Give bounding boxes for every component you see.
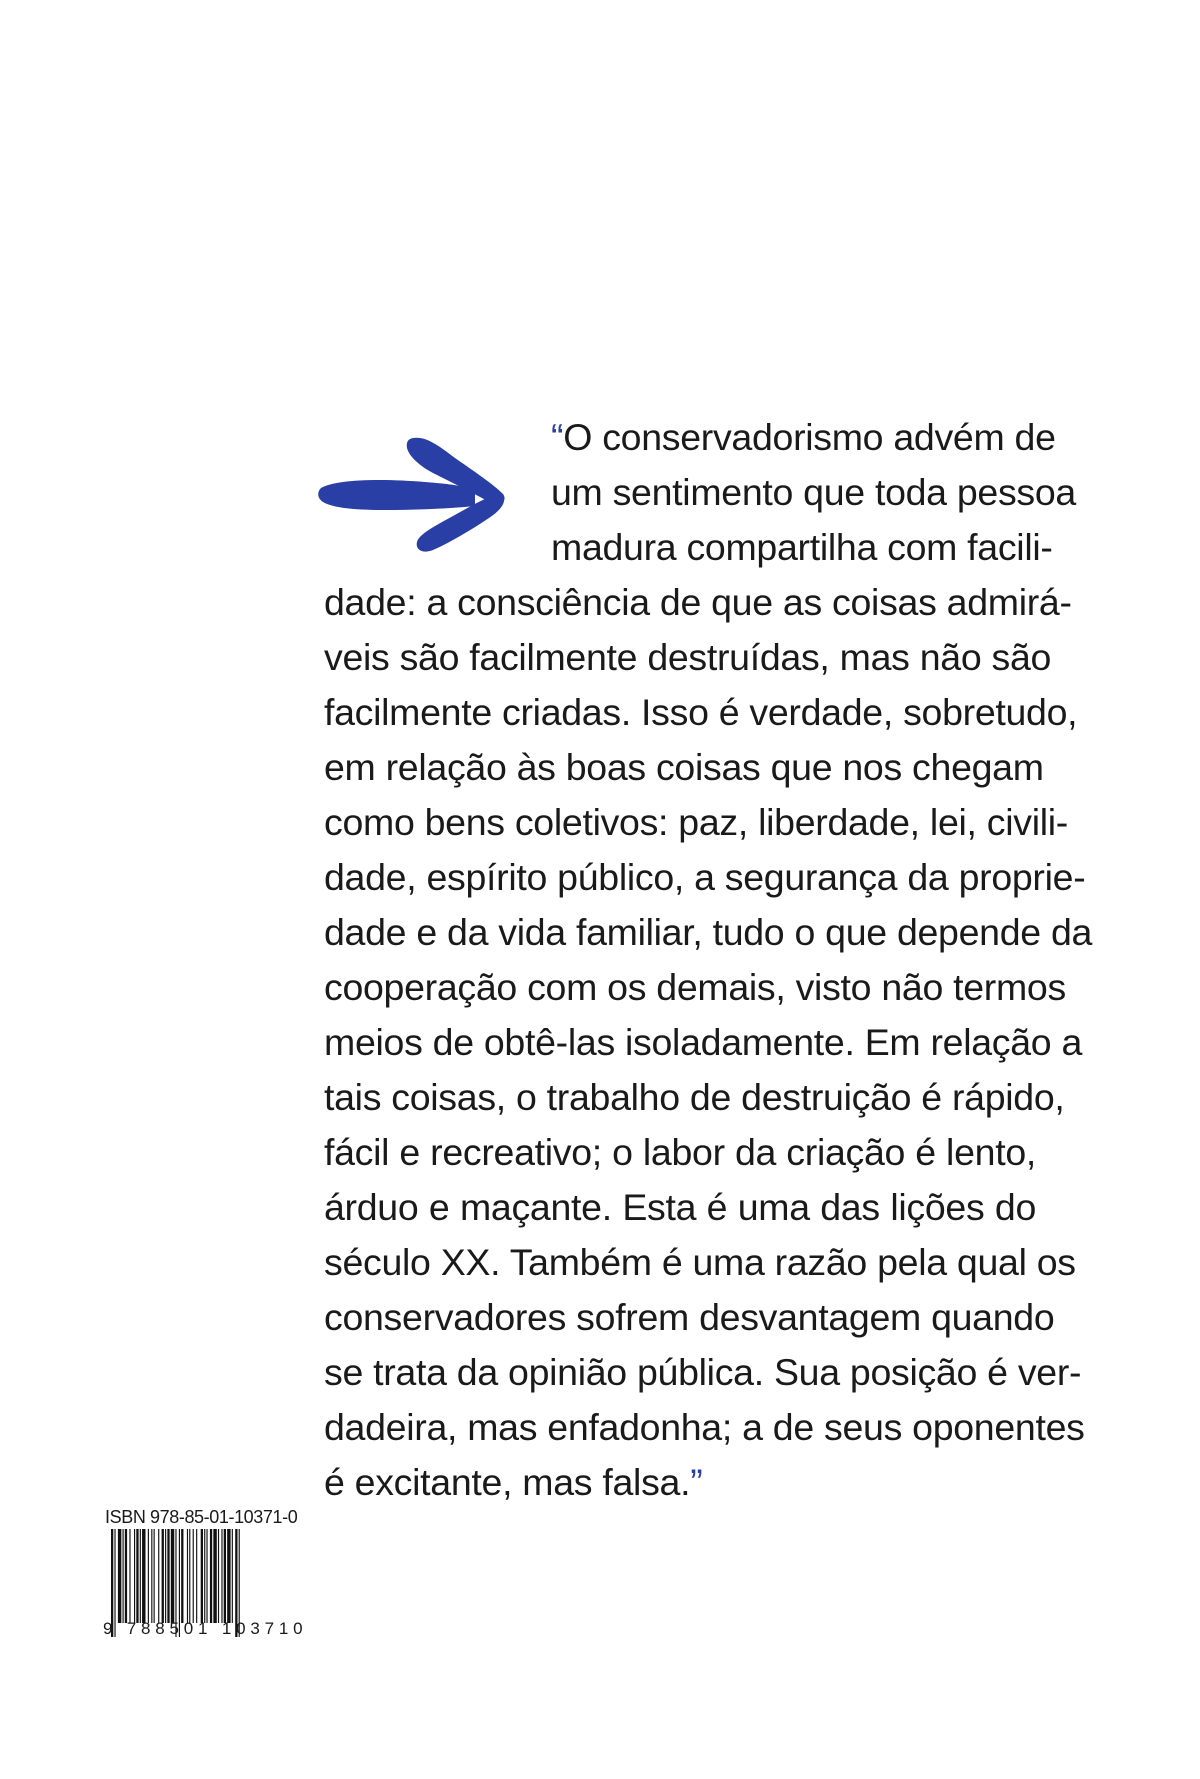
- barcode-bar: [181, 1529, 183, 1623]
- quote-line: [324, 1180, 1036, 1235]
- barcode-bar: [232, 1529, 233, 1623]
- quote-line-text: dade: a consciência de que as coisas admirá-: [324, 581, 1072, 623]
- barcode-bar: [221, 1529, 222, 1623]
- quote-line-text: dadeira, mas enfadonha; a de seus oponentes: [324, 1406, 1085, 1448]
- quote-line: [324, 1400, 1085, 1455]
- quote-line-text: em relação às boas coisas que nos chegam: [324, 746, 1044, 788]
- isbn-block: [103, 1507, 308, 1643]
- quote-line-text: cooperação com os demais, visto não termos: [324, 966, 1066, 1008]
- quote-line: [324, 1125, 1036, 1180]
- barcode-bar: [193, 1529, 194, 1623]
- barcode-bar: [206, 1529, 207, 1623]
- close-quote-mark: ”: [690, 1461, 703, 1503]
- barcode-bar: [171, 1529, 174, 1623]
- quote-line: [324, 960, 1066, 1015]
- barcode-bar: [165, 1529, 166, 1623]
- quote-line-text: fácil e recreativo; o labor da criação é lento,: [324, 1131, 1036, 1173]
- quote-line-text: tais coisas, o trabalho de destruição é rápido,: [324, 1076, 1065, 1118]
- barcode-bar: [210, 1529, 212, 1623]
- barcode-bar: [148, 1529, 149, 1623]
- quote-line-text: conservadores sofrem desvantagem quando: [324, 1296, 1055, 1338]
- barcode-bar: [140, 1529, 141, 1623]
- quote-line: [324, 630, 1052, 685]
- barcode-bar: [162, 1529, 164, 1623]
- barcode-bar: [167, 1529, 169, 1623]
- quote-line-text: árduo e maçante. Esta é uma das lições do: [324, 1186, 1036, 1228]
- open-quote-mark: “: [551, 416, 564, 458]
- quote-line-text: como bens coletivos: paz, liberdade, lei, civili-: [324, 801, 1068, 843]
- barcode-bar: [118, 1529, 121, 1623]
- barcode-bar: [136, 1529, 138, 1623]
- quote-line-text: um sentimento que toda pessoa: [551, 471, 1076, 513]
- barcode-bar: [123, 1529, 124, 1623]
- barcode-bar: [189, 1529, 190, 1623]
- barcode-bar: [213, 1529, 216, 1623]
- quote-line: [551, 410, 1056, 465]
- isbn-label: ISBN 978-85-01-10371-0: [105, 1507, 298, 1527]
- quote-line: [324, 1070, 1065, 1125]
- quote-line: [324, 1345, 1082, 1400]
- barcode-bar: [129, 1529, 130, 1623]
- quote-line-text: meios de obtê-las isoladamente. Em relação a: [324, 1021, 1083, 1063]
- barcode-bar: [125, 1529, 127, 1623]
- quote-line: [324, 1455, 1036, 1510]
- quote-line-text: século XX. Também é uma razão pela qual os: [324, 1241, 1076, 1283]
- barcode-bar: [142, 1529, 145, 1623]
- quote-line-text: dade, espírito público, a segurança da proprie-: [324, 856, 1086, 898]
- quote-line: [324, 1235, 1076, 1290]
- barcode-bar: [187, 1529, 188, 1623]
- quote-line-text: dade e da vida familiar, tudo o que depende da: [324, 911, 1093, 953]
- quote-line: [324, 850, 1086, 905]
- quote-line-text: veis são facilmente destruídas, mas não são: [324, 636, 1052, 678]
- quote-line-text: se trata da opinião pública. Sua posição é ver-: [324, 1351, 1082, 1393]
- barcode-bar: [151, 1529, 152, 1623]
- barcode-bar: [224, 1529, 226, 1623]
- quote-line: [324, 740, 1044, 795]
- barcode-bar: [204, 1529, 205, 1623]
- barcode-bar: [227, 1529, 230, 1623]
- quote-line-text: é excitante, mas falsa.: [324, 1461, 691, 1503]
- quote-line-text: madura compartilha com facili-: [551, 526, 1053, 568]
- barcode-digits: 9 788501 103710: [103, 1619, 308, 1638]
- quote-line: [551, 465, 1076, 520]
- quote-line-text: O conservadorismo advém de: [563, 416, 1056, 458]
- quote-line-text: facilmente criadas. Isso é verdade, sobretudo,: [324, 691, 1078, 733]
- barcode-bar: [196, 1529, 197, 1623]
- quote-line: [324, 795, 1068, 850]
- barcode-bar: [154, 1529, 155, 1623]
- quote-line: [324, 685, 1078, 740]
- quote-line: [324, 1290, 1055, 1345]
- quote-line: [324, 1015, 1083, 1070]
- barcode-bar: [218, 1529, 219, 1623]
- quote-line: [551, 520, 1053, 575]
- barcode-bar: [158, 1529, 159, 1623]
- quote-line: [324, 905, 1093, 960]
- back-cover-quote: [324, 410, 1093, 1510]
- barcode-bar: [201, 1529, 203, 1623]
- quote-line: [324, 575, 1072, 630]
- barcode-bar: [134, 1529, 135, 1623]
